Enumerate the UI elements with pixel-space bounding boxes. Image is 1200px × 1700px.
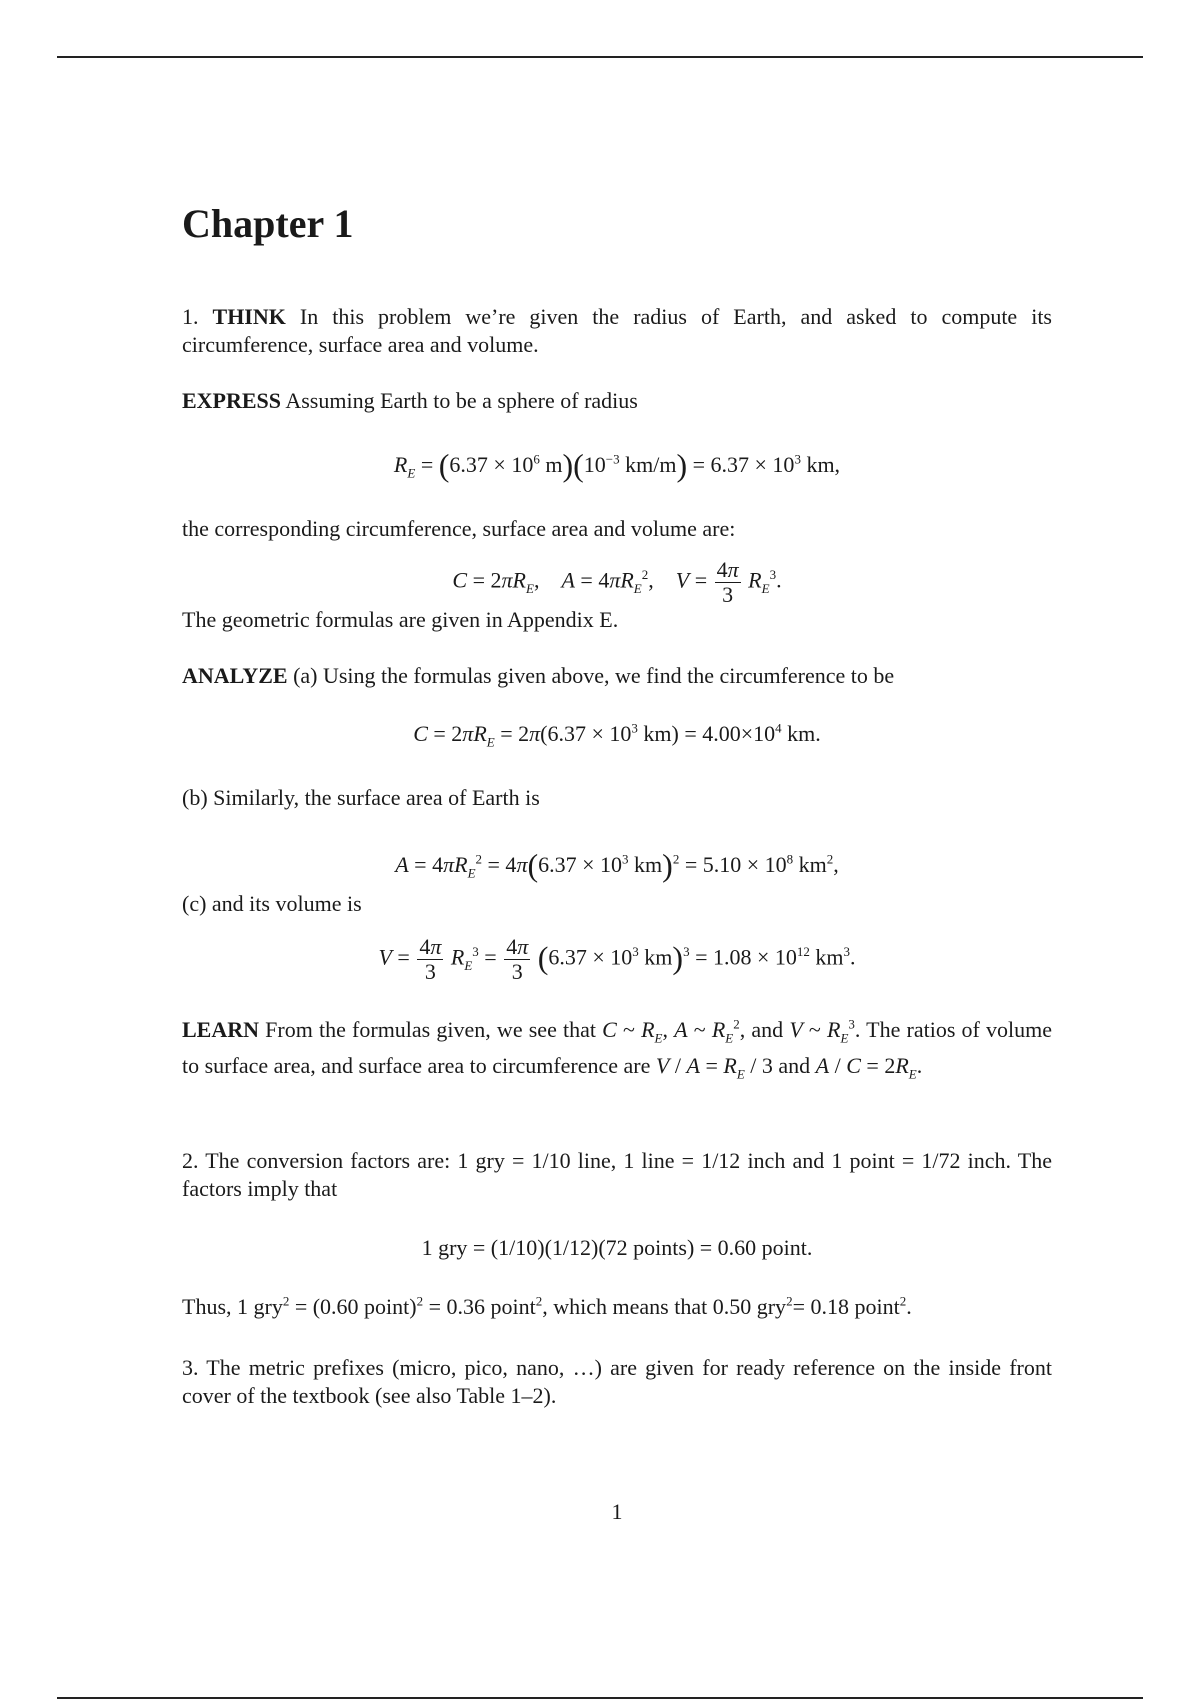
learn-text-1: From the formulas given, we see that (259, 1017, 603, 1042)
learn-text-2: and (745, 1017, 790, 1042)
learn-text-4: and (772, 1053, 816, 1078)
radius-equation: $R_E = (6.37 \times 10^6$ $m)(10^{-3}$ $km/m) = 6.37 \times 10^3$ km, (393, 447, 841, 483)
surface-area-equation: $A = 4\pi R_E^2 = 4\pi(6.37 \times 10^3$ $km)^2 = 5.10 \times 10^8$ $km^2$, (395, 847, 839, 883)
gry-equation: 1 gry = (1/10)(1/12)(72 points) = 0.60 point. (421, 1235, 813, 1260)
express-text: Assuming Earth to be a sphere of radius (281, 388, 638, 413)
thus-mid2: = 0.36 point (423, 1294, 536, 1319)
thus-mid: = (0.60 point) (289, 1294, 417, 1319)
factor-point-inch: and 1 point = 1/72 (785, 1148, 961, 1173)
thus-text: Thus, 1 gry (182, 1294, 283, 1319)
factor-tail: inch. The factors imply that (182, 1148, 1052, 1201)
analyze-label: ANALYZE (182, 663, 288, 688)
express-paragraph (182, 387, 1052, 415)
result-point: = 0.18 point (792, 1294, 900, 1319)
problem-1-number: 1. (182, 304, 199, 329)
page-number: 1 (611, 1499, 623, 1524)
problem-1-think (182, 303, 1052, 359)
part-c-text: (c) and its volume is (182, 891, 362, 916)
problem-2-paragraph: 2. The conversion factors are: 1 gry = 1/10 line, 1 line = 1/12 inch and 1 point = 1/72 inch. The factors imply that (182, 1148, 1052, 1201)
part-b-text: (b) Similarly, the surface area of Earth is (182, 785, 540, 810)
top-rule (57, 56, 1143, 58)
volume-equation: V = $\frac{4\pi}{3}$ $R_E^3$ = $\frac{4\pi}{3}$ ($6.37 \times 10^3$ $km)^3 = 1.08 \times 10^{12}$ $km^3$. (378, 934, 856, 984)
result-gry: 0.50 gry (712, 1294, 787, 1319)
analyze-a-text: (a) Using the formulas given above, we find the circumference to be (287, 663, 895, 688)
circumference-equation: $C = 2\pi R_E = 2\pi(6.37 \times 10^3$ $km) = 4.00\times 10^4$ km. (413, 720, 821, 750)
problem-2-result: Thus, 1 gry$^2$ = (0.60 point)$^2$ = 0.36 point$^2$, which means that 0.50 gry$^2$= 0.18 point$^2$. (182, 1293, 912, 1319)
thus-tail: , which means that (542, 1294, 713, 1319)
bottom-rule (57, 1697, 1143, 1699)
factor-line-inch: 1 line = 1/12 inch (623, 1148, 786, 1173)
problem-3-paragraph: 3. The metric prefixes (micro, pico, nano, …) are given for ready reference on the inside front cover of the textbook (see also Table 1–2). (182, 1355, 1052, 1408)
learn-text-3: . The ratios of volume to surface area, and surface area to circumference are (182, 1017, 1053, 1078)
geometry-formulas: $C = 2\pi R_E$, $A = 4\pi R_E^2$, V = $\frac{4\pi}{3}$ $R_E^3$. (452, 557, 782, 607)
express-label: EXPRESS (182, 388, 282, 413)
analyze-paragraph (182, 662, 1052, 690)
after-radius-text: the corresponding circumference, surface area and volume are: (182, 516, 736, 541)
formulas-note: The geometric formulas are given in Appendix E. (182, 607, 619, 632)
think-label: THINK (212, 304, 286, 329)
problem-2-intro: 2. The conversion factors are: (182, 1148, 458, 1173)
learn-label: LEARN (182, 1017, 260, 1042)
factor-gry-line: 1 gry = 1/10 line (457, 1148, 611, 1173)
learn-paragraph: LEARN From the formulas given, we see that C ~ $R_E$, A ~ $R_E^2$, and V ~ $R_E^3$. The ratios of volume to surface area, and surface area to circumference are $V / A = R_E / 3$ and $A / C = 2R_E$. (182, 1016, 1053, 1082)
chapter-title: Chapter 1 (182, 201, 354, 246)
think-text: In this problem we’re given the radius of Earth, and asked to compute its circumference, surface area and volume. (182, 304, 1052, 357)
